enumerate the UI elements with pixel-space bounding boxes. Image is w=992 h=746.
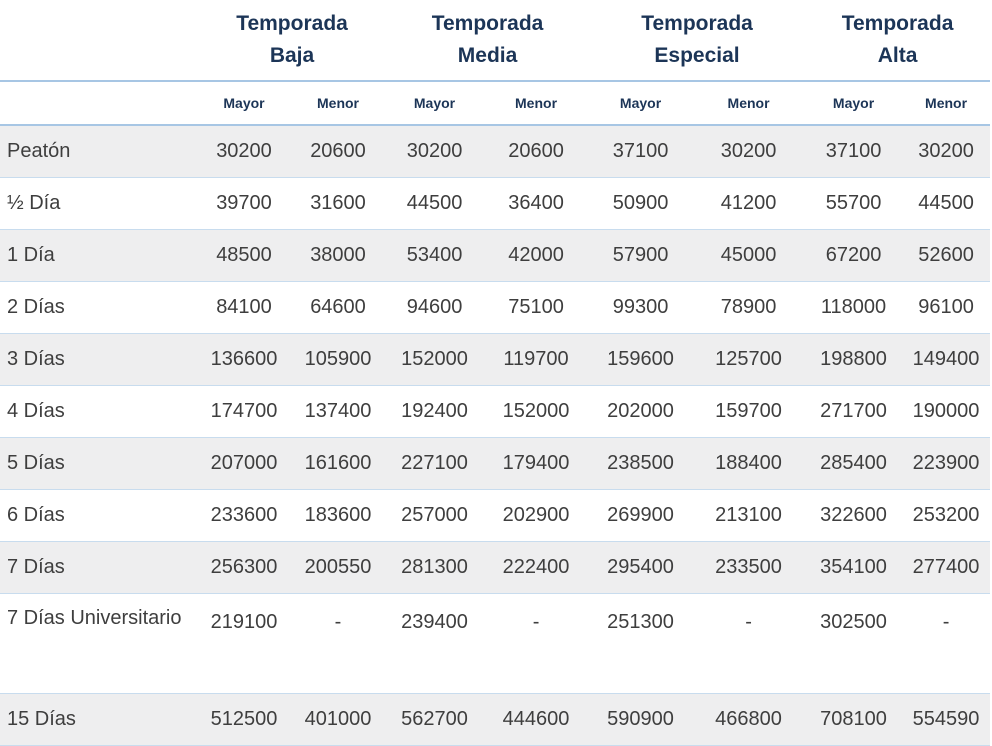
price-cell-mayor: 152000 (386, 334, 483, 386)
empty-header-cell (0, 81, 198, 125)
price-cell-mayor: 238500 (589, 438, 692, 490)
price-cell-menor: 152000 (483, 386, 589, 438)
table-row (0, 334, 990, 386)
season-header-row (0, 0, 990, 81)
price-cell-mayor: 192400 (386, 386, 483, 438)
price-cell-menor: - (902, 594, 990, 694)
price-cell-menor: 96100 (902, 282, 990, 334)
season-header-line1: Temporada (641, 12, 753, 35)
price-cell-mayor: 50900 (589, 178, 692, 230)
season-header-especial (589, 0, 805, 81)
table-header (0, 0, 990, 125)
price-cell-menor: 45000 (692, 230, 805, 282)
price-cell-menor: 20600 (483, 125, 589, 178)
price-cell-mayor: 67200 (805, 230, 902, 282)
season-header-line2: Media (457, 44, 518, 67)
price-cell-menor: 223900 (902, 438, 990, 490)
season-header-line2: Alta (877, 44, 918, 67)
price-cell-menor: 233500 (692, 542, 805, 594)
price-cell-mayor: 562700 (386, 694, 483, 746)
price-cell-mayor: 207000 (198, 438, 290, 490)
age-header-row (0, 81, 990, 125)
menor-header: Menor (483, 81, 589, 125)
price-cell-menor: 36400 (483, 178, 589, 230)
price-cell-mayor: 30200 (198, 125, 290, 178)
price-cell-menor: 42000 (483, 230, 589, 282)
mayor-header: Mayor (589, 81, 692, 125)
table-row (0, 438, 990, 490)
price-cell-menor: 137400 (290, 386, 386, 438)
row-label: 6 Días (0, 490, 198, 542)
price-cell-mayor: 94600 (386, 282, 483, 334)
price-cell-mayor: 44500 (386, 178, 483, 230)
price-cell-mayor: 159600 (589, 334, 692, 386)
price-cell-mayor: 227100 (386, 438, 483, 490)
price-cell-mayor: 174700 (198, 386, 290, 438)
price-cell-menor: 30200 (902, 125, 990, 178)
table-row (0, 694, 990, 746)
price-cell-menor: 78900 (692, 282, 805, 334)
price-cell-mayor: 512500 (198, 694, 290, 746)
mayor-header: Mayor (386, 81, 483, 125)
menor-header: Menor (902, 81, 990, 125)
price-cell-menor: 75100 (483, 282, 589, 334)
price-cell-menor: 149400 (902, 334, 990, 386)
price-cell-menor: 52600 (902, 230, 990, 282)
row-label: 1 Día (0, 230, 198, 282)
price-cell-menor: 444600 (483, 694, 589, 746)
season-header-baja (198, 0, 386, 81)
price-cell-menor: 200550 (290, 542, 386, 594)
menor-header: Menor (290, 81, 386, 125)
price-cell-mayor: 39700 (198, 178, 290, 230)
price-cell-mayor: 84100 (198, 282, 290, 334)
season-header-line2: Especial (654, 44, 740, 67)
table-row (0, 542, 990, 594)
table-row (0, 386, 990, 438)
price-cell-menor: 125700 (692, 334, 805, 386)
price-cell-mayor: 322600 (805, 490, 902, 542)
price-cell-mayor: 136600 (198, 334, 290, 386)
price-cell-menor: 161600 (290, 438, 386, 490)
row-label: 7 Días (0, 542, 198, 594)
price-cell-menor: 277400 (902, 542, 990, 594)
season-header-line1: Temporada (841, 12, 954, 35)
table-row (0, 282, 990, 334)
price-cell-mayor: 57900 (589, 230, 692, 282)
price-cell-mayor: 233600 (198, 490, 290, 542)
price-cell-mayor: 269900 (589, 490, 692, 542)
price-cell-menor: 20600 (290, 125, 386, 178)
price-cell-menor: 202900 (483, 490, 589, 542)
price-cell-menor: 253200 (902, 490, 990, 542)
season-header-media (386, 0, 589, 81)
price-cell-mayor: 590900 (589, 694, 692, 746)
price-cell-mayor: 53400 (386, 230, 483, 282)
price-cell-menor: 401000 (290, 694, 386, 746)
season-header-alta (805, 0, 990, 81)
row-label: 15 Días (0, 694, 198, 746)
price-cell-menor: 119700 (483, 334, 589, 386)
table-row (0, 178, 990, 230)
price-cell-menor: 554590 (902, 694, 990, 746)
row-label: 5 Días (0, 438, 198, 490)
price-cell-menor: - (692, 594, 805, 694)
price-cell-menor: 31600 (290, 178, 386, 230)
table-row (0, 125, 990, 178)
price-cell-mayor: 354100 (805, 542, 902, 594)
price-cell-mayor: 256300 (198, 542, 290, 594)
price-cell-menor: 64600 (290, 282, 386, 334)
price-cell-mayor: 285400 (805, 438, 902, 490)
row-label: Peatón (0, 125, 198, 178)
price-cell-mayor: 198800 (805, 334, 902, 386)
price-cell-mayor: 295400 (589, 542, 692, 594)
season-header-line1: Temporada (431, 12, 544, 35)
price-cell-mayor: 239400 (386, 594, 483, 694)
table-row (0, 594, 990, 694)
price-cell-menor: 222400 (483, 542, 589, 594)
row-label: ½ Día (0, 178, 198, 230)
price-cell-mayor: 302500 (805, 594, 902, 694)
mayor-header: Mayor (805, 81, 902, 125)
row-label: 7 Días Universitario (0, 594, 198, 694)
price-cell-menor: 213100 (692, 490, 805, 542)
price-cell-menor: 179400 (483, 438, 589, 490)
row-label: 4 Días (0, 386, 198, 438)
price-cell-mayor: 30200 (386, 125, 483, 178)
price-cell-mayor: 99300 (589, 282, 692, 334)
price-cell-menor: 159700 (692, 386, 805, 438)
price-cell-menor: 105900 (290, 334, 386, 386)
table-row (0, 490, 990, 542)
price-cell-mayor: 219100 (198, 594, 290, 694)
price-cell-mayor: 271700 (805, 386, 902, 438)
price-cell-mayor: 257000 (386, 490, 483, 542)
table-body (0, 125, 990, 746)
price-cell-mayor: 708100 (805, 694, 902, 746)
row-label: 2 Días (0, 282, 198, 334)
price-cell-menor: - (483, 594, 589, 694)
corner-cell (0, 0, 198, 81)
table-row (0, 230, 990, 282)
season-header-line1: Temporada (236, 12, 348, 35)
price-cell-menor: 38000 (290, 230, 386, 282)
price-cell-mayor: 281300 (386, 542, 483, 594)
price-cell-menor: 190000 (902, 386, 990, 438)
price-cell-mayor: 55700 (805, 178, 902, 230)
price-cell-menor: - (290, 594, 386, 694)
mayor-header: Mayor (198, 81, 290, 125)
price-cell-menor: 30200 (692, 125, 805, 178)
price-cell-menor: 183600 (290, 490, 386, 542)
menor-header: Menor (692, 81, 805, 125)
row-label: 3 Días (0, 334, 198, 386)
season-header-line2: Baja (269, 44, 315, 67)
price-cell-menor: 466800 (692, 694, 805, 746)
price-cell-mayor: 202000 (589, 386, 692, 438)
price-cell-menor: 188400 (692, 438, 805, 490)
price-cell-mayor: 37100 (805, 125, 902, 178)
price-cell-mayor: 118000 (805, 282, 902, 334)
price-cell-menor: 44500 (902, 178, 990, 230)
price-cell-mayor: 37100 (589, 125, 692, 178)
price-cell-menor: 41200 (692, 178, 805, 230)
price-cell-mayor: 251300 (589, 594, 692, 694)
price-cell-mayor: 48500 (198, 230, 290, 282)
